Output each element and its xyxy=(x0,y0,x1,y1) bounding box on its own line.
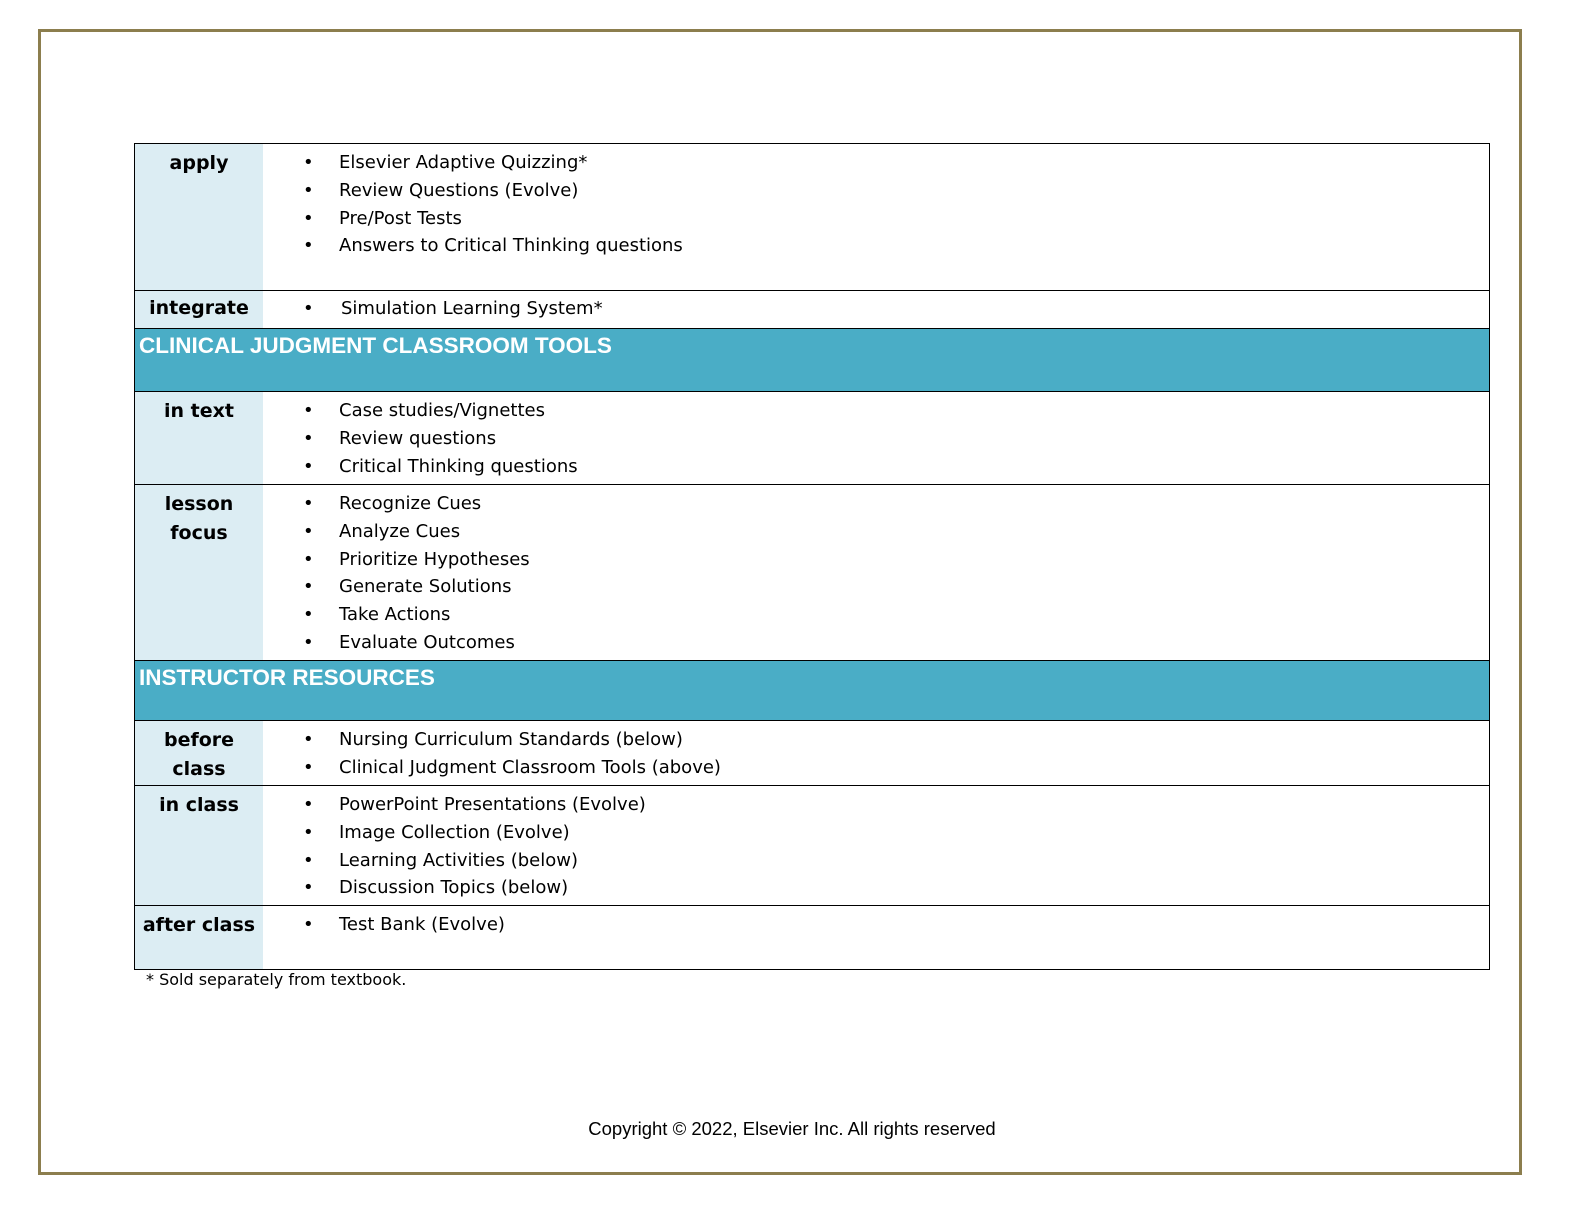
list-item: • Analyze Cues xyxy=(263,518,1489,546)
bullet-icon: • xyxy=(303,821,314,843)
bullet-icon: • xyxy=(303,235,314,257)
list-item: • Pre/Post Tests xyxy=(263,205,1489,233)
list-item: • Recognize Cues xyxy=(263,490,1489,518)
row-content xyxy=(263,144,1489,290)
section-header-clinical-judgment: CLINICAL JUDGMENT CLASSROOM TOOLS xyxy=(135,328,1489,391)
bullet-icon: • xyxy=(303,298,314,319)
list-item: • Review questions xyxy=(263,425,1489,453)
bullet-icon: • xyxy=(303,914,314,935)
bullet-icon: • xyxy=(303,576,314,598)
list-item: • Take Actions xyxy=(263,601,1489,629)
bullet-icon: • xyxy=(303,207,314,229)
bullet-icon: • xyxy=(303,877,314,899)
row-content xyxy=(263,485,1489,660)
list-item: • Test Bank (Evolve) xyxy=(263,911,1489,939)
list-item: • Simulation Learning System* xyxy=(263,295,1489,323)
bullet-icon: • xyxy=(303,400,314,421)
list-item: • Nursing Curriculum Standards (below) xyxy=(263,726,1489,754)
row-content xyxy=(263,786,1489,905)
list-item: • Answers to Critical Thinking questions xyxy=(263,232,1489,260)
list-item: • Elsevier Adaptive Quizzing* xyxy=(263,149,1489,177)
list-item: • Discussion Topics (below) xyxy=(263,874,1489,902)
bullet-icon: • xyxy=(303,493,314,514)
list-item: • Image Collection (Evolve) xyxy=(263,819,1489,847)
copyright-notice: Copyright © 2022, Elsevier Inc. All rights reserved xyxy=(588,1118,996,1139)
table-row-integrate xyxy=(135,290,1489,328)
row-content xyxy=(263,721,1489,785)
list-item: • Case studies/Vignettes xyxy=(263,397,1489,425)
bullet-icon: • xyxy=(303,179,314,201)
row-label: lesson focus xyxy=(135,485,263,660)
table-row-before-class xyxy=(135,720,1489,785)
list-item: • Evaluate Outcomes xyxy=(263,629,1489,657)
table-row-in-text xyxy=(135,391,1489,484)
table-row-apply xyxy=(135,144,1489,290)
row-content xyxy=(263,392,1489,484)
row-label: integrate xyxy=(135,291,263,328)
table-row-in-class xyxy=(135,785,1489,905)
bullet-icon: • xyxy=(303,520,314,542)
section-header-instructor-resources: INSTRUCTOR RESOURCES xyxy=(135,660,1489,720)
row-label: in class xyxy=(135,786,263,905)
bullet-icon: • xyxy=(303,455,314,477)
bullet-icon: • xyxy=(303,794,314,815)
bullet-icon: • xyxy=(303,756,314,778)
row-label: in text xyxy=(135,392,263,484)
bullet-icon: • xyxy=(303,631,314,653)
list-item: • Review Questions (Evolve) xyxy=(263,177,1489,205)
bullet-icon: • xyxy=(303,152,314,173)
row-content xyxy=(263,906,1489,969)
bullet-icon: • xyxy=(303,427,314,449)
list-item: • Learning Activities (below) xyxy=(263,847,1489,875)
footnote: * Sold separately from textbook. xyxy=(146,970,407,989)
row-label: apply xyxy=(135,144,263,290)
list-item: • Critical Thinking questions xyxy=(263,453,1489,481)
bullet-icon: • xyxy=(303,548,314,570)
list-item: • Prioritize Hypotheses xyxy=(263,546,1489,574)
table-row-after-class xyxy=(135,905,1489,969)
list-item: • Clinical Judgment Classroom Tools (above) xyxy=(263,754,1489,782)
bullet-icon: • xyxy=(303,849,314,871)
row-content xyxy=(263,291,1489,328)
row-label: before class xyxy=(135,721,263,785)
row-label: after class xyxy=(135,906,263,969)
table-row-lesson-focus xyxy=(135,484,1489,660)
bullet-icon: • xyxy=(303,729,314,750)
bullet-icon: • xyxy=(303,604,314,626)
resources-table xyxy=(134,143,1490,970)
list-item: • PowerPoint Presentations (Evolve) xyxy=(263,791,1489,819)
list-item: • Generate Solutions xyxy=(263,573,1489,601)
